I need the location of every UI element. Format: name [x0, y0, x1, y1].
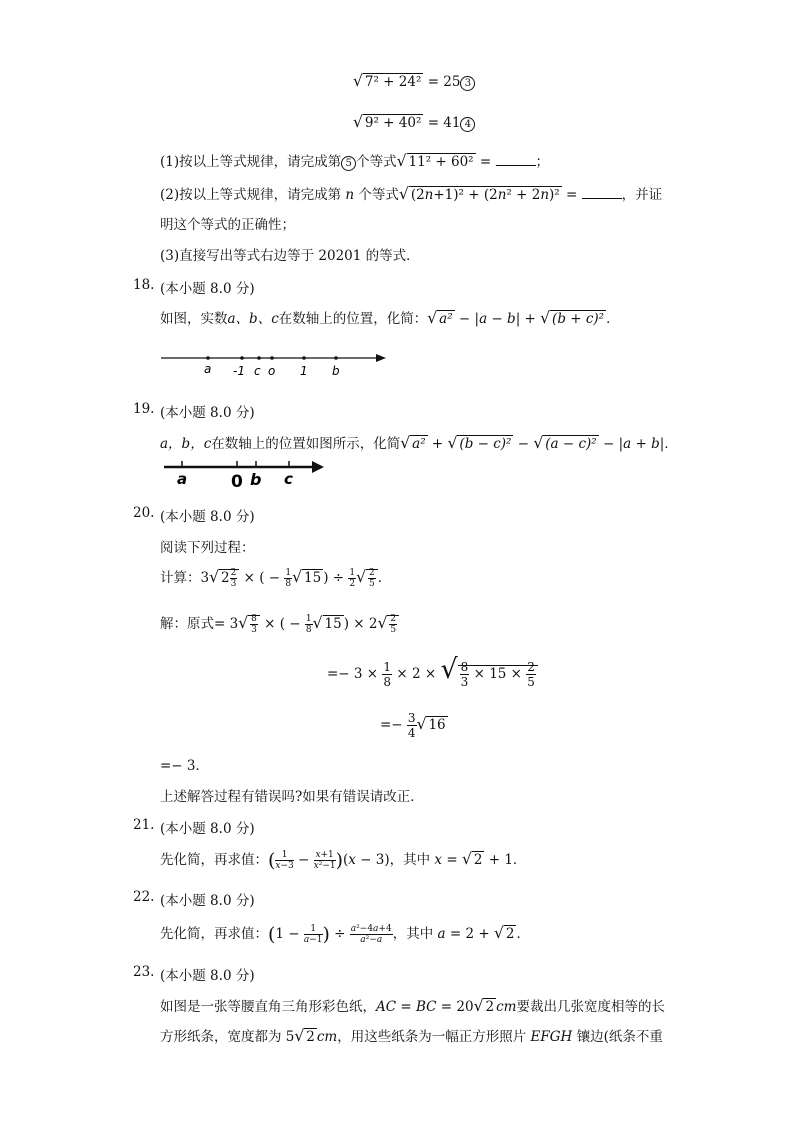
q18-score: (本小题 8.0 分)	[160, 281, 255, 297]
part-1: (1)按以上等式规律，请完成第 5 个等式√ 11² + 60² = ；	[160, 152, 549, 170]
q18-number: 18.	[133, 277, 155, 293]
axis-label-b: b	[332, 364, 340, 378]
q23-score: (本小题 8.0 分)	[160, 968, 255, 984]
q20-solution-line2: =− 3 × $\frac{1}{8}$ × 2 × √ $\frac{8}{3}$ × 15 × $\frac{2}{5}$	[327, 654, 538, 689]
axis-label-0: 0	[231, 472, 243, 492]
q18-number-line	[158, 346, 390, 382]
axis-label-c: c	[284, 470, 293, 488]
q20-question: 上述解答过程有错误吗?如果有错误请改正．	[160, 789, 424, 805]
axis-label-o: o	[268, 364, 276, 378]
q23-line2: 方形纸条，宽度都为 5√ 2 cm，用这些纸条为一幅正方形照片 EFGH 镶边(纸条不重	[160, 1027, 663, 1045]
q20-solution-line1: 解：原式= 3√ $\frac{8}{3}$ × ( − $\frac{1}{8}$ √ 15 ) × 2√ $\frac{2}{5}$	[160, 612, 399, 635]
equation-4: √ 9² + 40² = 41 4	[353, 113, 475, 132]
q23-line1: 如图是一张等腰直角三角形彩色纸，AC = BC = 20√ 2 cm要裁出几张宽度相等的长	[160, 997, 665, 1015]
q21-score: (本小题 8.0 分)	[160, 821, 255, 837]
axis-label-c: c	[254, 364, 261, 378]
q22-score: (本小题 8.0 分)	[160, 893, 255, 909]
axis-label-a: a	[204, 362, 212, 376]
q20-intro: 阅读下列过程：	[160, 540, 255, 556]
q18-text: 如图，实数a、b、c在数轴上的位置，化简：√ a² − |a − b| + √ (b + c)² ．	[160, 309, 620, 327]
part-2-line2: 明这个等式的正确性；	[160, 217, 295, 233]
q20-score: (本小题 8.0 分)	[160, 509, 255, 525]
part-2: (2)按以上等式规律，请完成第 n 个等式√ (2n+1)² + (2n² + 2n)² = ，并证	[160, 185, 663, 203]
axis-label-b: b	[250, 470, 262, 489]
q20-solution-line3: =− $\frac{3}{4}$ √ 16	[380, 711, 446, 740]
q21-text: 先化简，再求值：( $\frac{1}{x-3}$ − $\frac{x+1}{\text{x²−1}}$ )(x − 3)，其中 x = √ 2 + 1．	[160, 849, 527, 872]
part-3: (3)直接写出等式右边等于 20201 的等式．	[160, 248, 420, 264]
q19-text: a，b，c在数轴上的位置如图所示，化简√ a² + √ (b − c)² − √ (a − c)² − |a + b|．	[160, 434, 678, 452]
q21-number: 21.	[133, 817, 155, 833]
q19-number-line	[160, 456, 330, 492]
q20-result: =− 3．	[160, 758, 210, 774]
q20-calc: 计算：3√ 2 $\frac{2}{3}$ × ( − $\frac{1}{8}$ √ 15 ) ÷ $\frac{1}{2}$ √ $\frac{2}{5}$ ．	[160, 568, 392, 589]
q19-number: 19.	[133, 401, 155, 417]
axis-label-a: a	[177, 470, 188, 488]
q20-number: 20.	[133, 505, 155, 521]
q22-number: 22.	[133, 889, 155, 905]
q23-number: 23.	[133, 964, 155, 980]
equation-3: √ 7² + 24² = 25 3	[353, 72, 475, 91]
axis-label-minus1: -1	[233, 364, 245, 378]
q22-text: 先化简，再求值：(1 − $\frac{1}{a-1}$ ) ÷ $\frac{\text{a²−4a+4}}{\text{a²−a}}$ ，其中 a = 2 + √ 2 ．	[160, 923, 530, 946]
axis-label-1: 1	[300, 364, 308, 378]
q19-score: (本小题 8.0 分)	[160, 405, 255, 421]
